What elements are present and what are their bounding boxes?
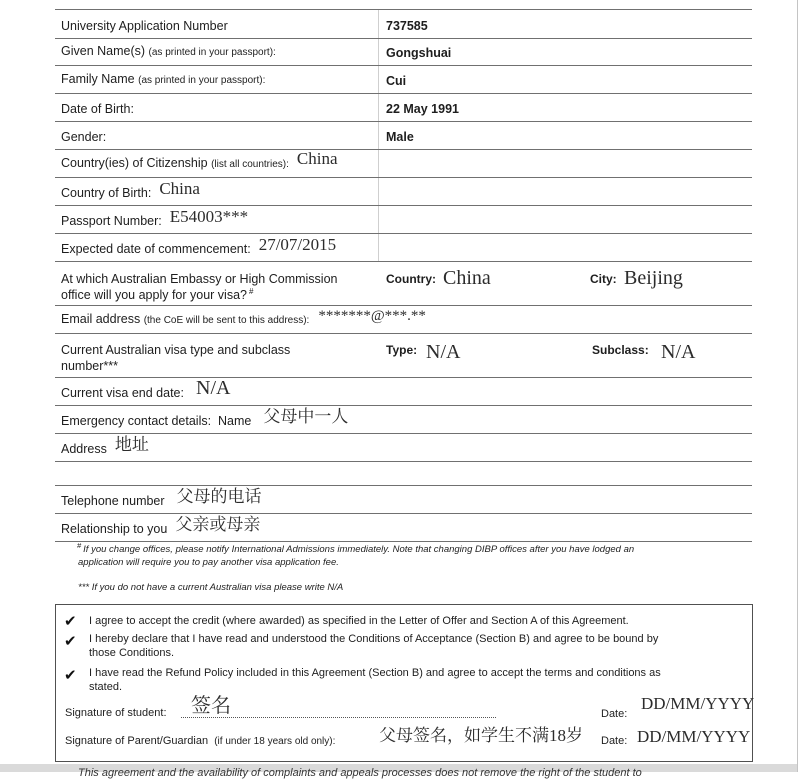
family-name-label-text: Family Name: [61, 72, 135, 86]
office-change-note: [78, 543, 634, 569]
visa-type-label-line1: Current Australian visa type and subclass: [61, 343, 291, 357]
declarations-box: [55, 604, 753, 762]
row-embassy: [55, 262, 752, 306]
visa-type-label: [61, 342, 290, 374]
declaration-text: [89, 666, 661, 694]
row-relationship: [55, 514, 752, 542]
embassy-label: [61, 271, 338, 305]
visa-end-value: N/A: [196, 377, 231, 399]
email-note: (the CoE will be sent to this address):: [143, 315, 310, 326]
emergency-name-label: Name: [218, 414, 252, 428]
country-of-birth-label-text: Country of Birth:: [61, 186, 152, 200]
visa-end-label: [61, 377, 231, 400]
student-signature-value: 签名: [191, 695, 231, 717]
citizenship-value: China: [296, 149, 338, 168]
declaration-line: those Conditions.: [89, 647, 174, 659]
row-application-number: [55, 9, 752, 39]
parent-signature-label-text: Signature of Parent/Guardian: [65, 735, 209, 747]
row-telephone: [55, 486, 752, 514]
footer-strip: [0, 764, 797, 779]
parent-signature-note: (if under 18 years old only):: [214, 736, 336, 747]
application-number-label: University Application Number: [61, 19, 228, 33]
address-label-text: Address: [61, 442, 107, 456]
family-name-label: [61, 72, 265, 88]
row-visa-end-date: [55, 378, 752, 406]
gender-label: Gender:: [61, 130, 107, 144]
commencement-value: 27/07/2015: [258, 235, 337, 254]
row-emergency-contact: [55, 406, 752, 434]
dob-label: Date of Birth:: [61, 102, 134, 116]
declaration-text: [89, 632, 658, 660]
parent-signature-label: [65, 734, 335, 749]
row-country-of-birth: [55, 178, 752, 206]
student-signature-label: Signature of student:: [65, 707, 167, 719]
given-name-note: (as printed in your passport):: [148, 47, 276, 58]
row-address-continued: [55, 462, 752, 486]
visa-type-subclass-value: N/A: [661, 341, 696, 363]
office-change-note-line1: [78, 543, 634, 556]
row-email: [55, 306, 752, 334]
commencement-label-text: Expected date of commencement:: [61, 242, 251, 256]
telephone-value: 父母的电话: [176, 487, 262, 506]
row-visa-type: [55, 334, 752, 378]
visa-na-note: *** If you do not have a current Australian visa please write N/A: [78, 582, 344, 593]
declaration-line: I hereby declare that I have read and understood the Conditions of Acceptance (Section B) and agree to be bound by: [89, 633, 659, 645]
row-gender: [55, 122, 752, 150]
embassy-country-label: Country:: [386, 272, 436, 286]
country-of-birth-label: [61, 179, 200, 200]
checkmark-icon: [64, 613, 77, 629]
embassy-label-line2-text: office will you apply for your visa?: [61, 288, 247, 302]
family-name-value: Cui: [386, 74, 407, 88]
embassy-country-value: China: [443, 267, 491, 289]
given-name-value: Gongshuai: [386, 46, 452, 60]
checkmark-icon: [64, 633, 77, 649]
row-given-name: [55, 38, 752, 66]
visa-type-type-label: Type:: [386, 343, 418, 357]
student-signature-line: [181, 717, 496, 718]
parent-signature-value: 父母签名，如学生不满18岁: [379, 726, 583, 745]
embassy-footnote-mark: #: [248, 287, 254, 296]
address-value: 地址: [114, 435, 149, 454]
office-change-mark: #: [77, 541, 82, 550]
row-address: [55, 434, 752, 462]
emergency-name-value: 父母中一人: [263, 407, 349, 426]
family-name-note: (as printed in your passport):: [138, 75, 266, 86]
visa-type-label-line2: number***: [61, 359, 118, 373]
emergency-label: [61, 407, 349, 428]
passport-number-value: E54003***: [169, 207, 249, 226]
parent-date-value: DD/MM/YYYY: [637, 727, 751, 746]
address-label: [61, 435, 149, 456]
citizenship-note: (list all countries):: [211, 159, 289, 170]
row-citizenship: [55, 150, 752, 178]
email-label: [61, 308, 426, 328]
email-label-text: Email address: [61, 312, 141, 326]
row-passport-number: [55, 206, 752, 234]
commencement-label: [61, 235, 337, 256]
office-change-text-line1: If you change offices, please notify International Admissions immediately. Note that changing DIBP offices after you have lodged an: [83, 544, 635, 555]
row-commencement-date: [55, 234, 752, 262]
country-of-birth-value: China: [159, 179, 200, 198]
checkmark-icon: [64, 667, 77, 683]
visa-type-subclass-label: Subclass:: [592, 343, 649, 357]
declaration-line: I have read the Refund Policy included in this Agreement (Section B) and agree to accept the terms and conditions as: [89, 667, 661, 679]
embassy-city-label: City:: [590, 272, 617, 286]
footer-text: This agreement and the availability of complaints and appeals processes does not remove the right of the student to: [78, 767, 642, 779]
dob-value: 22 May 1991: [386, 102, 459, 116]
embassy-label-line1: At which Australian Embassy or High Commission: [61, 272, 338, 286]
declaration-text: [89, 614, 629, 628]
emergency-label-text: Emergency contact details:: [61, 414, 212, 428]
page-edge: [797, 0, 798, 772]
relationship-label-text: Relationship to you: [61, 522, 168, 536]
student-date-label: Date:: [601, 708, 628, 720]
passport-number-label: [61, 207, 249, 228]
declaration-line: I agree to accept the credit (where awarded) as specified in the Letter of Offer and Section A of this Agreement.: [89, 615, 629, 627]
given-name-label-text: Given Name(s): [61, 44, 146, 58]
relationship-label: [61, 515, 261, 536]
row-date-of-birth: [55, 94, 752, 122]
visa-type-type-value: N/A: [426, 341, 461, 363]
embassy-city-value: Beijing: [624, 267, 683, 289]
parent-date-label: Date:: [601, 735, 628, 747]
declaration-line: stated.: [89, 681, 123, 693]
relationship-value: 父亲或母亲: [175, 515, 261, 534]
student-date-value: DD/MM/YYYY: [641, 694, 755, 713]
gender-value: Male: [386, 130, 414, 144]
citizenship-label-text: Country(ies) of Citizenship: [61, 156, 208, 170]
given-name-label: [61, 44, 276, 60]
embassy-label-line2: [61, 287, 338, 305]
passport-number-label-text: Passport Number:: [61, 214, 162, 228]
citizenship-label: [61, 149, 338, 172]
telephone-label-text: Telephone number: [61, 494, 165, 508]
telephone-label: [61, 487, 262, 508]
office-change-note-line2: application will require you to pay another visa application fee.: [78, 557, 339, 568]
row-family-name: [55, 66, 752, 94]
application-number-value: 737585: [386, 19, 428, 33]
email-value: *******@***.**: [318, 308, 426, 324]
visa-end-label-text: Current visa end date:: [61, 386, 184, 400]
